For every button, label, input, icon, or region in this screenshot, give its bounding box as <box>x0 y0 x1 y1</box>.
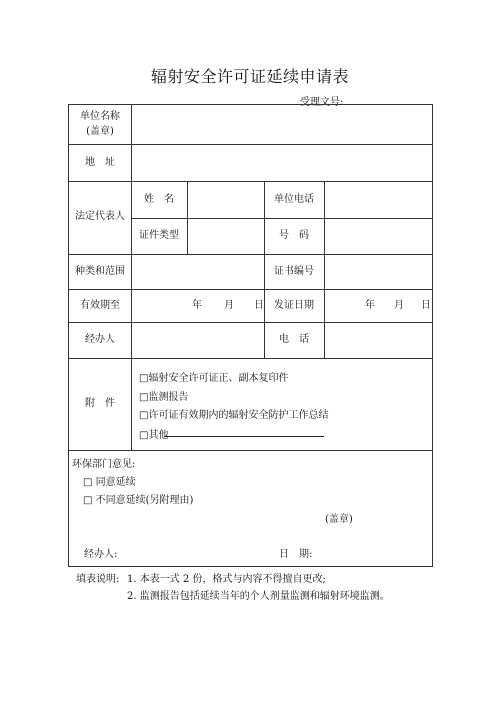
legal-rep-label: 法定代表人 <box>75 211 125 222</box>
valid-day-label: 日 <box>254 300 264 311</box>
row-divider <box>69 144 432 145</box>
note-item-1: 1. 本表一式 2 份，格式与内容不得擅自更改; <box>127 574 326 585</box>
row-divider <box>69 358 432 359</box>
col-divider <box>324 181 325 358</box>
issue-date-label: 发证日期 <box>274 300 314 311</box>
row-divider <box>69 254 432 255</box>
valid-year-label: 年 <box>192 300 202 311</box>
attachment-item: □监测报告 <box>139 392 189 403</box>
attachment-item: □辐射安全许可证正、副本复印件 <box>139 373 289 384</box>
note-item-2: 2. 监测报告包括延续当年的个人剂量监测和辐射环境监测。 <box>127 591 390 602</box>
agree-option: □ 同意延续 <box>83 477 136 488</box>
col-divider <box>187 181 188 254</box>
notes-prefix: 填表说明: <box>76 574 120 585</box>
issue-year-label: 年 <box>365 300 375 311</box>
other-attachment-line <box>164 436 324 437</box>
handler-label: 经办人 <box>85 334 115 345</box>
col-divider <box>131 105 132 450</box>
category-scope-label: 种类和范围 <box>75 266 125 277</box>
name-label: 姓 名 <box>144 194 174 205</box>
row-divider <box>69 450 432 451</box>
phone-label: 电 话 <box>279 334 309 345</box>
col-divider <box>264 181 265 254</box>
number-label: 号 码 <box>279 230 309 241</box>
unit-phone-label: 单位电话 <box>274 194 314 205</box>
id-type-label: 证件类型 <box>139 230 179 241</box>
accept-number-label: 受理文号: <box>300 97 344 108</box>
row-divider <box>131 218 432 219</box>
valid-until-label: 有效期至 <box>80 300 120 311</box>
handler-sign-label: 经办人: <box>84 549 118 560</box>
seal-label: (盖章) <box>325 514 353 525</box>
date-sign-label: 日 期: <box>279 549 313 560</box>
valid-month-label: 月 <box>224 300 234 311</box>
row-divider <box>69 181 432 182</box>
form-title: 辐射安全许可证延续申请表 <box>150 67 349 86</box>
address-label: 地 址 <box>85 157 115 168</box>
unit-name-label: 单位名称 <box>80 111 120 122</box>
issue-day-label: 日 <box>421 300 431 311</box>
attachments-label: 附 件 <box>85 398 115 409</box>
attachment-item: □许可证有效期内的辐射安全防护工作总结 <box>139 410 329 421</box>
cert-number-label: 证书编号 <box>274 266 314 277</box>
env-opinion-label: 环保部门意见: <box>72 459 136 470</box>
row-divider <box>69 322 432 323</box>
application-form-table <box>68 104 433 567</box>
attachment-item: □其他 <box>139 430 169 441</box>
disagree-option: □ 不同意延续(另附理由) <box>83 495 194 506</box>
seal-hint-label: (盖章) <box>86 126 114 137</box>
issue-month-label: 月 <box>394 300 404 311</box>
row-divider <box>69 289 432 290</box>
